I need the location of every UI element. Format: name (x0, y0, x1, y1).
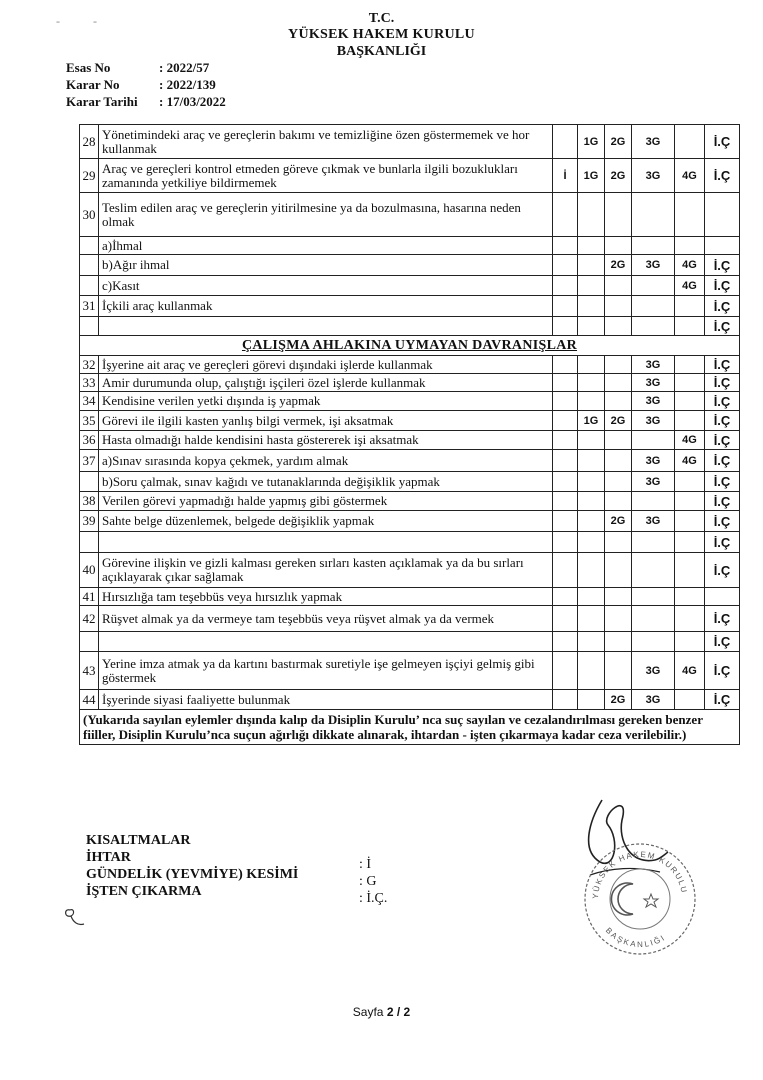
table-row (80, 411, 740, 431)
penalty-cell (605, 296, 632, 317)
row-number: 40 (80, 553, 99, 588)
penalty-cell: 1G (578, 411, 605, 431)
penalty-cell (553, 392, 578, 411)
offense-description: c)Kasıt (99, 276, 553, 296)
offense-description: a)Sınav sırasında kopya çekmek, yardım almak (99, 450, 553, 472)
penalty-cell (675, 125, 705, 159)
penalty-cell (675, 690, 705, 710)
meta-value: : 2022/57 (159, 60, 210, 75)
row-number: 39 (80, 511, 99, 532)
dismissal-cell (705, 193, 740, 237)
abbr-label-isten-cikarma: İŞTEN ÇIKARMA (86, 884, 202, 899)
offense-description (99, 532, 553, 553)
penalty-cell (553, 296, 578, 317)
meta-value: : 17/03/2022 (159, 94, 226, 109)
offense-description: Rüşvet almak ya da vermeye tam teşebbüs veya rüşvet almak ya da vermek (99, 606, 553, 632)
table-row (80, 255, 740, 276)
penalty-cell (675, 606, 705, 632)
dismissal-cell: İ.Ç (705, 553, 740, 588)
penalty-cell: 3G (632, 511, 675, 532)
penalty-cell (553, 193, 578, 237)
penalty-cell (605, 276, 632, 296)
section-heading-row (80, 336, 740, 356)
row-number: 38 (80, 492, 99, 511)
table-row (80, 125, 740, 159)
penalty-cell (578, 255, 605, 276)
row-number (80, 276, 99, 296)
offense-description: Amir durumunda olup, çalıştığı işçileri özel işlerde kullanmak (99, 374, 553, 392)
offense-description: Verilen görevi yapmadığı halde yapmış gibi göstermek (99, 492, 553, 511)
abbr-label-gundelik: GÜNDELİK (YEVMİYE) KESİMİ (86, 867, 299, 882)
penalty-cell: 2G (605, 411, 632, 431)
row-number: 33 (80, 374, 99, 392)
table-row (80, 193, 740, 237)
penalty-cell (605, 392, 632, 411)
penalty-cell (632, 193, 675, 237)
penalty-cell (605, 472, 632, 492)
dismissal-cell: İ.Ç (705, 374, 740, 392)
section-heading: ÇALIŞMA AHLAKINA UYMAYAN DAVRANIŞLAR (80, 336, 740, 356)
penalty-cell (605, 317, 632, 336)
dismissal-cell: İ.Ç (705, 431, 740, 450)
table-row (80, 237, 740, 255)
penalty-cell (605, 431, 632, 450)
header-tc: T.C. (368, 11, 395, 26)
case-meta (66, 59, 226, 110)
penalty-cell (675, 411, 705, 431)
row-number (80, 255, 99, 276)
offense-description: a)İhmal (99, 237, 553, 255)
svg-text:BAŞKANLIĞI (604, 926, 668, 949)
header-presidency: BAŞKANLIĞI (336, 44, 427, 59)
offense-description: İşyerinde siyasi faaliyette bulunmak (99, 690, 553, 710)
penalty-cell: 2G (605, 255, 632, 276)
offense-description: Hırsızlığa tam teşebbüs veya hırsızlık yapmak (99, 588, 553, 606)
row-number (80, 632, 99, 652)
table-row (80, 472, 740, 492)
penalty-cell: 3G (632, 652, 675, 690)
penalty-cell (578, 392, 605, 411)
offense-description: Kendisine verilen yetki dışında iş yapmak (99, 392, 553, 411)
row-number: 28 (80, 125, 99, 159)
seal-text-top: YÜKSEK HAKEM KURULU (590, 849, 689, 900)
offense-description (99, 317, 553, 336)
penalty-cell (553, 431, 578, 450)
penalty-cell (578, 374, 605, 392)
penalty-cell (578, 431, 605, 450)
scan-mark: - - (56, 14, 97, 28)
penalty-cell (675, 588, 705, 606)
penalty-cell (553, 652, 578, 690)
abbr-label-ihtar: İHTAR (86, 850, 131, 865)
table-row (80, 690, 740, 710)
table-row (80, 431, 740, 450)
penalty-cell (578, 532, 605, 553)
penalty-cell (675, 532, 705, 553)
penalty-cell (675, 632, 705, 652)
penalty-cell (675, 553, 705, 588)
table-row (80, 553, 740, 588)
row-number: 44 (80, 690, 99, 710)
penalty-cell (675, 492, 705, 511)
row-number: 32 (80, 356, 99, 374)
offense-description: b)Ağır ihmal (99, 255, 553, 276)
penalty-cell (632, 553, 675, 588)
penalty-cell (553, 511, 578, 532)
dismissal-cell: İ.Ç (705, 632, 740, 652)
meta-row-karar (66, 76, 226, 93)
meta-label: Karar Tarihi (66, 94, 138, 109)
penalty-cell (605, 492, 632, 511)
dismissal-cell: İ.Ç (705, 125, 740, 159)
row-number: 31 (80, 296, 99, 317)
penalty-cell (553, 411, 578, 431)
dismissal-cell: İ.Ç (705, 511, 740, 532)
penalty-cell (578, 588, 605, 606)
penalty-cell (578, 553, 605, 588)
offense-description: Sahte belge düzenlemek, belgede değişiklik yapmak (99, 511, 553, 532)
penalty-cell (675, 374, 705, 392)
row-number: 36 (80, 431, 99, 450)
penalty-cell (675, 296, 705, 317)
penalty-table-wrap (79, 124, 739, 745)
row-number: 35 (80, 411, 99, 431)
penalty-cell (553, 450, 578, 472)
dismissal-cell: İ.Ç (705, 411, 740, 431)
penalty-cell (578, 356, 605, 374)
row-number: 43 (80, 652, 99, 690)
dismissal-cell: İ.Ç (705, 276, 740, 296)
penalty-cell (578, 632, 605, 652)
penalty-cell (605, 553, 632, 588)
page-footer (0, 1005, 763, 1019)
table-row (80, 450, 740, 472)
penalty-cell: 1G (578, 159, 605, 193)
penalty-cell (578, 237, 605, 255)
offense-description (99, 632, 553, 652)
row-number: 42 (80, 606, 99, 632)
penalty-cell (553, 255, 578, 276)
offense-description: İşyerine ait araç ve gereçleri görevi dışındaki işlerde kullanmak (99, 356, 553, 374)
offense-description: Teslim edilen araç ve gereçlerin yitirilmesine ya da bozulmasına, hasarına neden olmak (99, 193, 553, 237)
penalty-table (79, 124, 740, 745)
offense-description: Araç ve gereçleri kontrol etmeden göreve çıkmak ve bunlarla ilgili bozuklukları zamanında yetkiliye bildirmemek (99, 159, 553, 193)
dismissal-cell: İ.Ç (705, 532, 740, 553)
meta-value: : 2022/139 (159, 77, 216, 92)
dismissal-cell: İ.Ç (705, 450, 740, 472)
table-row (80, 159, 740, 193)
penalty-cell (632, 606, 675, 632)
note-row (80, 710, 740, 745)
penalty-cell (578, 276, 605, 296)
penalty-cell (675, 511, 705, 532)
penalty-cell (553, 532, 578, 553)
penalty-cell: 4G (675, 652, 705, 690)
penalty-cell (578, 690, 605, 710)
penalty-cell (553, 472, 578, 492)
penalty-cell (632, 588, 675, 606)
dismissal-cell: İ.Ç (705, 652, 740, 690)
penalty-cell: 2G (605, 159, 632, 193)
penalty-cell (632, 431, 675, 450)
penalty-cell (553, 606, 578, 632)
dismissal-cell: İ.Ç (705, 606, 740, 632)
penalty-cell: 3G (632, 374, 675, 392)
penalty-cell (632, 237, 675, 255)
penalty-cell (605, 374, 632, 392)
penalty-cell (553, 276, 578, 296)
row-number: 34 (80, 392, 99, 411)
penalty-cell (553, 317, 578, 336)
penalty-cell (675, 392, 705, 411)
dismissal-cell: İ.Ç (705, 472, 740, 492)
penalty-cell (632, 532, 675, 553)
offense-description: Yerine imza atmak ya da kartını bastırmak suretiyle işe gelmeyen işçiyi gelmiş gibi göstermek (99, 652, 553, 690)
row-number (80, 472, 99, 492)
penalty-cell (605, 450, 632, 472)
abbr-value-isten-cikarma: : İ.Ç. (359, 891, 388, 906)
abbreviations-title: KISALTMALAR (86, 833, 191, 848)
penalty-cell: 3G (632, 159, 675, 193)
row-number: 41 (80, 588, 99, 606)
dismissal-cell (705, 588, 740, 606)
row-number: 29 (80, 159, 99, 193)
row-number (80, 237, 99, 255)
meta-label: Esas No (66, 60, 111, 75)
abbreviations (86, 832, 298, 900)
table-row (80, 492, 740, 511)
penalty-cell (578, 606, 605, 632)
penalty-cell: 3G (632, 411, 675, 431)
penalty-cell: 4G (675, 255, 705, 276)
penalty-cell (578, 652, 605, 690)
dismissal-cell: İ.Ç (705, 317, 740, 336)
penalty-cell (675, 193, 705, 237)
penalty-cell (553, 125, 578, 159)
penalty-cell (605, 606, 632, 632)
abbr-value-gundelik: : G (359, 874, 377, 889)
penalty-cell (675, 472, 705, 492)
offense-description: Görevi ile ilgili kasten yanlış bilgi vermek, işi aksatmak (99, 411, 553, 431)
table-row (80, 317, 740, 336)
table-row (80, 532, 740, 553)
penalty-cell: 3G (632, 690, 675, 710)
penalty-cell: 4G (675, 159, 705, 193)
table-row (80, 511, 740, 532)
penalty-cell (553, 690, 578, 710)
penalty-cell (578, 317, 605, 336)
penalty-cell (632, 296, 675, 317)
row-number: 37 (80, 450, 99, 472)
row-number (80, 532, 99, 553)
penalty-cell (578, 472, 605, 492)
penalty-cell (605, 532, 632, 553)
table-row (80, 652, 740, 690)
offense-description: b)Soru çalmak, sınav kağıdı ve tutanaklarında değişiklik yapmak (99, 472, 553, 492)
penalty-cell (553, 356, 578, 374)
penalty-cell (578, 296, 605, 317)
penalty-cell (605, 588, 632, 606)
penalty-cell: 3G (632, 255, 675, 276)
penalty-cell: 2G (605, 125, 632, 159)
penalty-cell: 4G (675, 276, 705, 296)
penalty-cell (605, 652, 632, 690)
dismissal-cell: İ.Ç (705, 690, 740, 710)
row-number (80, 317, 99, 336)
penalty-cell (632, 632, 675, 652)
offense-description: Görevine ilişkin ve gizli kalması gereken sırları kasten açıklamak ya da bu sırları açıklayarak çıkar sağlamak (99, 553, 553, 588)
penalty-cell (578, 193, 605, 237)
penalty-cell (632, 317, 675, 336)
dismissal-cell (705, 237, 740, 255)
penalty-cell: 2G (605, 690, 632, 710)
penalty-cell (553, 374, 578, 392)
dismissal-cell: İ.Ç (705, 392, 740, 411)
offense-description: İçkili araç kullanmak (99, 296, 553, 317)
penalty-cell (578, 492, 605, 511)
penalty-cell: 1G (578, 125, 605, 159)
table-row (80, 296, 740, 317)
table-row (80, 588, 740, 606)
penalty-cell: 3G (632, 472, 675, 492)
penalty-cell (605, 193, 632, 237)
penalty-cell (553, 237, 578, 255)
dismissal-cell: İ.Ç (705, 296, 740, 317)
abbr-value-ihtar: : İ (359, 857, 372, 872)
penalty-cell: 3G (632, 125, 675, 159)
dismissal-cell: İ.Ç (705, 356, 740, 374)
penalty-cell: 3G (632, 356, 675, 374)
penalty-cell (675, 356, 705, 374)
dismissal-cell: İ.Ç (705, 159, 740, 193)
header-institution: YÜKSEK HAKEM KURULU (288, 27, 475, 42)
meta-label: Karar No (66, 77, 120, 92)
meta-row-karar-tarihi (66, 93, 226, 110)
table-row (80, 606, 740, 632)
page-label: Sayfa (352, 1005, 387, 1019)
penalty-cell (605, 237, 632, 255)
penalty-cell (632, 492, 675, 511)
seal-text-bottom: BAŞKANLIĞI (603, 925, 668, 950)
penalty-cell: 3G (632, 450, 675, 472)
row-number: 30 (80, 193, 99, 237)
penalty-cell: 4G (675, 450, 705, 472)
table-row (80, 632, 740, 652)
penalty-cell (675, 317, 705, 336)
table-row (80, 356, 740, 374)
penalty-cell: 2G (605, 511, 632, 532)
official-seal (581, 840, 699, 958)
penalty-cell (578, 511, 605, 532)
penalty-cell (605, 356, 632, 374)
page-number: 2 / 2 (386, 1005, 411, 1019)
footnote: (Yukarıda sayılan eylemler dışında kalıp da Disiplin Kurulu’ nca suç sayılan ve cezalandırılması gereken benzer fiiller, Disiplin Kurulu’nca suçun ağırlığı dikkate alınarak, ihtardan - işten çıkarmaya kadar ceza verilebilir.) (80, 710, 740, 745)
penalty-cell (675, 237, 705, 255)
dismissal-cell: İ.Ç (705, 492, 740, 511)
penalty-cell (553, 492, 578, 511)
meta-row-esas (66, 59, 226, 76)
penalty-cell (632, 276, 675, 296)
svg-text:YÜKSEK HAKEM KURULU (591, 850, 689, 899)
dismissal-cell: İ.Ç (705, 255, 740, 276)
penalty-cell: 3G (632, 392, 675, 411)
handwritten-mark (62, 904, 90, 928)
table-row (80, 392, 740, 411)
table-row (80, 374, 740, 392)
penalty-cell (605, 632, 632, 652)
penalty-cell (578, 450, 605, 472)
table-row (80, 276, 740, 296)
penalty-cell (553, 588, 578, 606)
offense-description: Hasta olmadığı halde kendisini hasta göstererek işi aksatmak (99, 431, 553, 450)
penalty-cell (553, 632, 578, 652)
penalty-cell (553, 553, 578, 588)
penalty-cell: İ (553, 159, 578, 193)
offense-description: Yönetimindeki araç ve gereçlerin bakımı ve temizliğine özen göstermemek ve hor kullanmak (99, 125, 553, 159)
penalty-cell: 4G (675, 431, 705, 450)
abbreviation-values (359, 856, 387, 907)
